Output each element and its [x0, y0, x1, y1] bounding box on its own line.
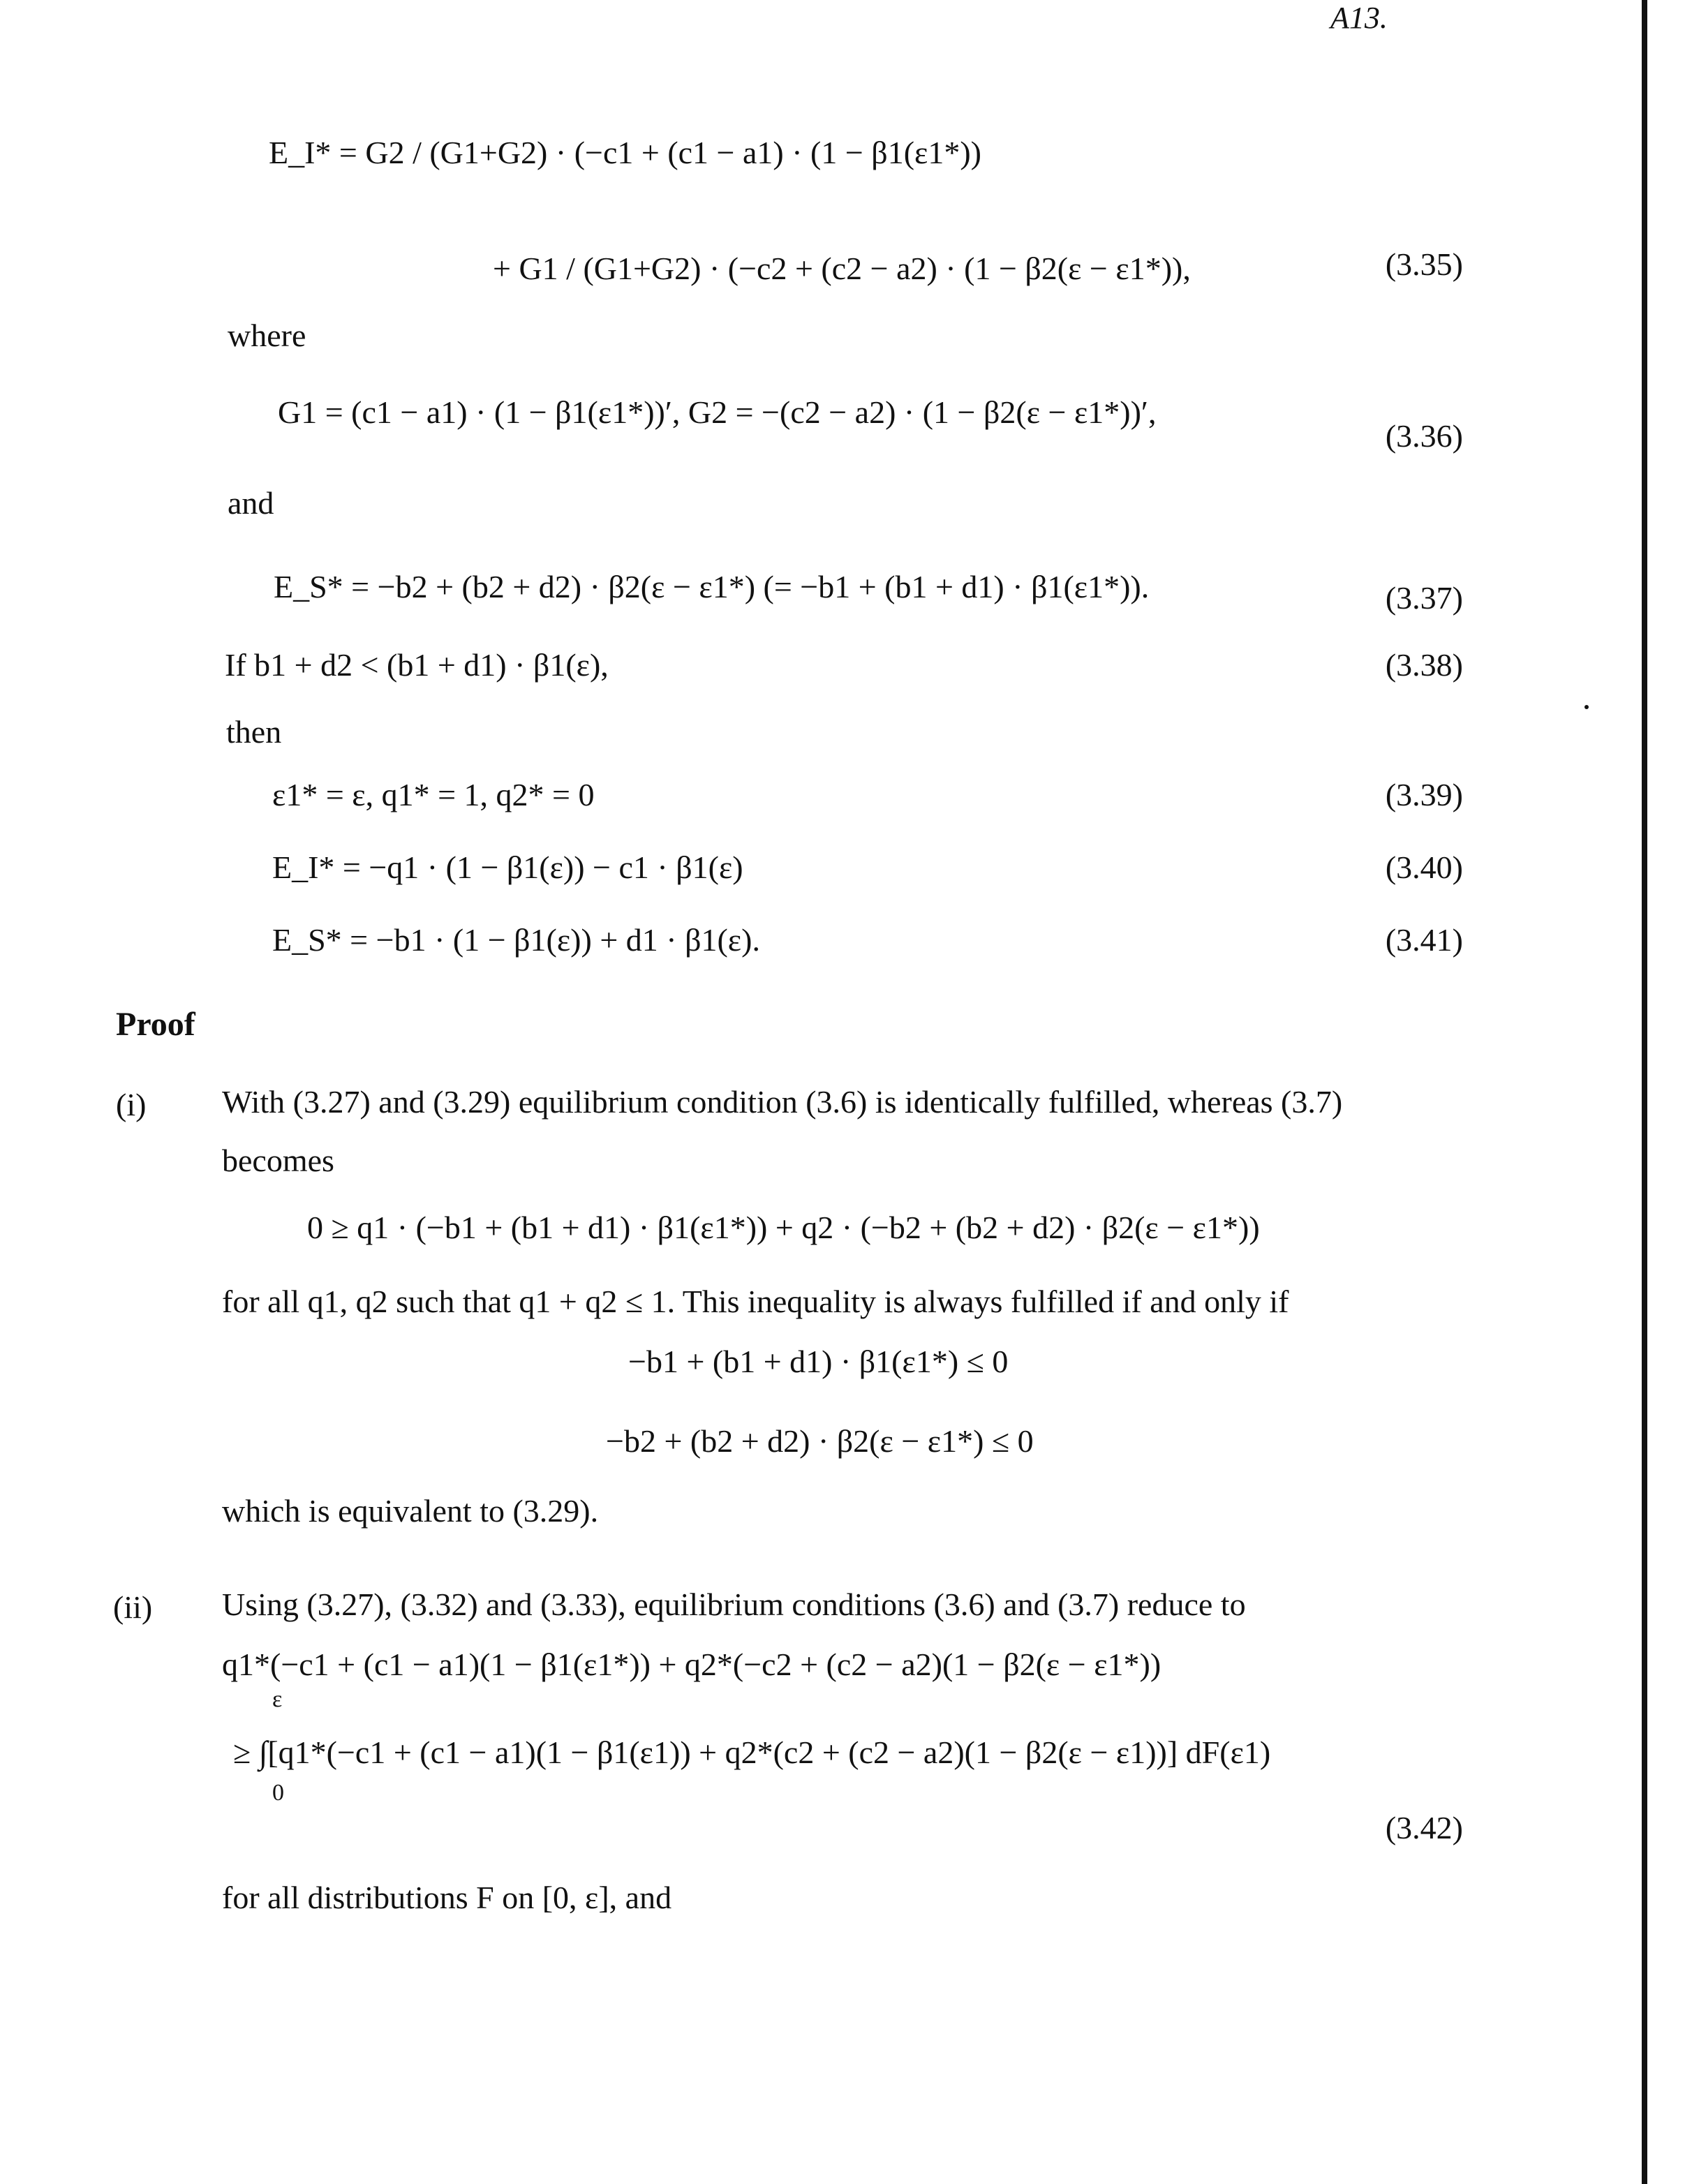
integral-upper-limit: ε [272, 1686, 283, 1712]
eq-number-3-37: (3.37) [1385, 580, 1463, 616]
eq-3-36: G1 = (c1 − a1) · (1 − β1(ε1*))′, G2 = −(c2 − a2) · (1 − β2(ε − ε1*))′, [278, 394, 1157, 430]
eq-3-35-line-1: E_I* = G2 / (G1+G2) · (−c1 + (c1 − a1) · (1 − β1(ε1*)) [269, 135, 981, 170]
proof-part-ii-label: (ii) [113, 1589, 153, 1625]
scan-speck [1584, 705, 1589, 709]
eq-3-35-line-2: + G1 / (G1+G2) · (−c2 + (c2 − a2) · (1 − β2(ε − ε1*)), [493, 251, 1191, 286]
eq-number-3-36: (3.36) [1385, 418, 1463, 454]
page-edge-bar [1642, 0, 1647, 2184]
eq-number-3-40: (3.40) [1385, 849, 1463, 885]
proof-i-line-4: which is equivalent to (3.29). [222, 1493, 599, 1529]
eq-3-41: E_S* = −b1 · (1 − β1(ε)) + d1 · β1(ε). [272, 922, 760, 958]
eq-3-40: E_I* = −q1 · (1 − β1(ε)) − c1 · β1(ε) [272, 849, 743, 885]
proof-heading: Proof [116, 1006, 195, 1043]
integral-lower-limit: 0 [272, 1780, 284, 1806]
eq-3-37: E_S* = −b2 + (b2 + d2) · β2(ε − ε1*) (= −b1 + (b1 + d1) · β1(ε1*)). [274, 569, 1150, 604]
eq-3-38: If b1 + d2 < (b1 + d1) · β1(ε), [225, 647, 609, 683]
and-label: and [228, 485, 274, 521]
where-label: where [228, 318, 306, 353]
eq-3-42-line-2: ≥ ∫[q1*(−c1 + (c1 − a1)(1 − β1(ε1)) + q2*(c2 + (c2 − a2)(1 − β2(ε − ε1))] dF(ε1) [233, 1734, 1271, 1770]
proof-ii-line-1: Using (3.27), (3.32) and (3.33), equilibrium conditions (3.6) and (3.7) reduce to [222, 1587, 1246, 1622]
proof-i-line-2: becomes [222, 1143, 334, 1178]
proof-part-i-label: (i) [116, 1087, 147, 1122]
proof-i-line-1: With (3.27) and (3.29) equilibrium condition (3.6) is identically fulfilled, whereas (3.7) [222, 1084, 1343, 1120]
eq-3-42-line-1: q1*(−c1 + (c1 − a1)(1 − β1(ε1*)) + q2*(−c2 + (c2 − a2)(1 − β2(ε − ε1*)) [222, 1647, 1161, 1682]
proof-ii-last-line: for all distributions F on [0, ε], and [222, 1880, 672, 1915]
condition-1: −b1 + (b1 + d1) · β1(ε1*) ≤ 0 [628, 1344, 1009, 1379]
eq-number-3-42: (3.42) [1385, 1810, 1463, 1845]
proof-inequality: 0 ≥ q1 · (−b1 + (b1 + d1) · β1(ε1*)) + q2 · (−b2 + (b2 + d2) · β2(ε − ε1*)) [307, 1210, 1260, 1245]
condition-2: −b2 + (b2 + d2) · β2(ε − ε1*) ≤ 0 [606, 1423, 1034, 1459]
proof-i-line-3: for all q1, q2 such that q1 + q2 ≤ 1. This inequality is always fulfilled if and only if [222, 1284, 1289, 1319]
eq-3-39: ε1* = ε, q1* = 1, q2* = 0 [272, 777, 595, 812]
page-number: A13. [1330, 1, 1388, 35]
eq-number-3-38: (3.38) [1385, 647, 1463, 683]
eq-number-3-41: (3.41) [1385, 922, 1463, 958]
eq-number-3-39: (3.39) [1385, 777, 1463, 812]
eq-number-3-35: (3.35) [1385, 246, 1463, 282]
then-label: then [226, 714, 282, 750]
